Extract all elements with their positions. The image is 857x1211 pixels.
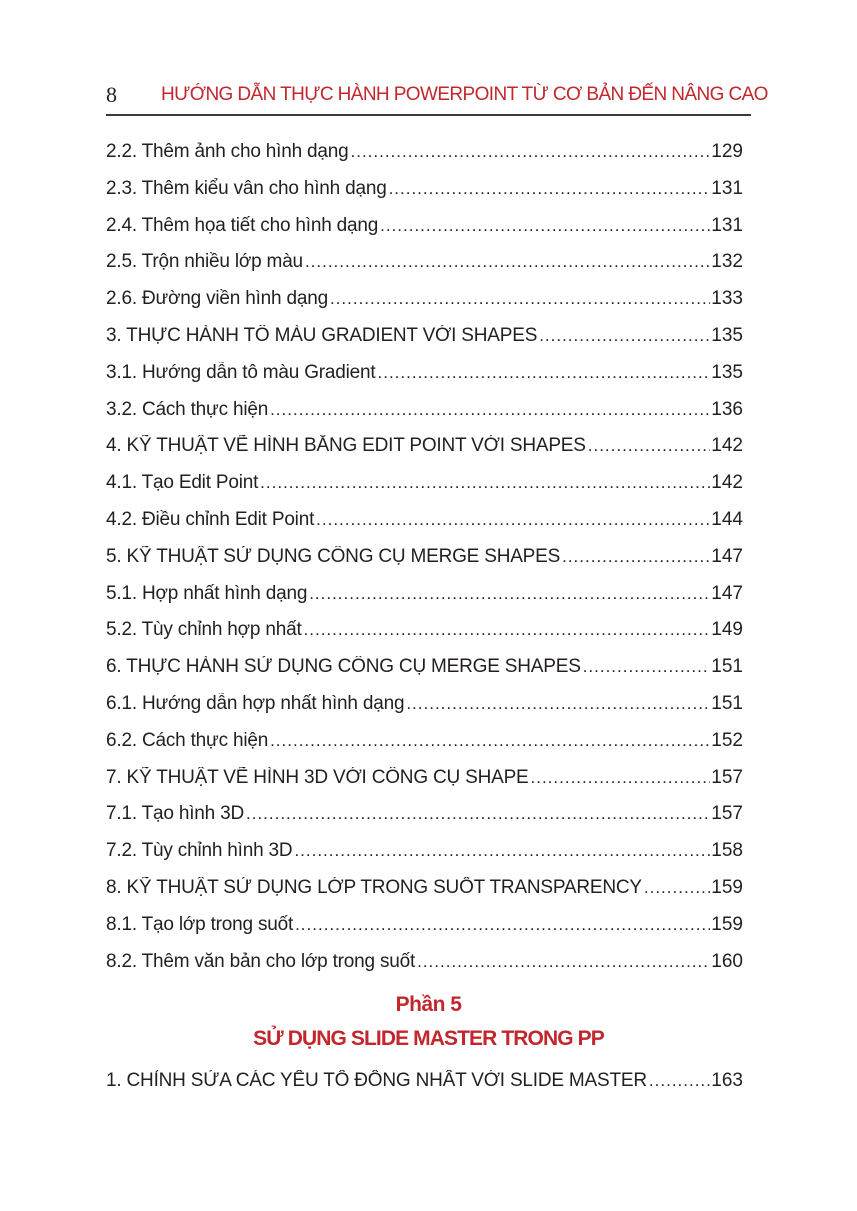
table-of-contents <box>106 141 743 987</box>
toc-entry[interactable] <box>106 399 743 436</box>
toc-entry-page: 142 <box>711 472 743 494</box>
toc-entry-page: 142 <box>711 435 743 457</box>
toc-entry[interactable] <box>106 215 743 252</box>
toc-entry-title: 4.1. Tạo Edit Point <box>106 472 259 494</box>
toc-entry[interactable] <box>106 730 743 767</box>
dot-leader <box>246 804 710 824</box>
dot-leader <box>588 436 711 456</box>
dot-leader <box>304 620 711 640</box>
toc-entry-title: 5. KỸ THUẬT SỬ DỤNG CÔNG CỤ MERGE SHAPES <box>106 545 561 567</box>
toc-entry[interactable] <box>106 546 743 583</box>
dot-leader <box>380 216 710 236</box>
dot-leader <box>260 473 710 493</box>
dot-leader <box>583 657 711 677</box>
toc-entry-title: 3.1. Hướng dẫn tô màu Gradient <box>106 361 376 383</box>
running-title: HƯỚNG DẪN THỰC HÀNH POWERPOINT TỪ CƠ BẢN ĐẾN NÂNG CAO <box>161 84 768 105</box>
toc-entry-title: 7.1. Tạo hình 3D <box>106 803 244 825</box>
toc-entry[interactable] <box>106 141 743 178</box>
toc-entry-page: 132 <box>711 251 743 273</box>
toc-entry-page: 147 <box>711 582 743 604</box>
dot-leader <box>270 731 710 751</box>
toc-entry[interactable] <box>106 288 743 325</box>
toc-entry-title: 6.2. Cách thực hiện <box>106 729 269 751</box>
toc-entry[interactable] <box>106 619 743 656</box>
toc-entry-title: 3. THỰC HÀNH TÔ MÀU GRADIENT VỚI SHAPES <box>106 324 538 346</box>
toc-entry[interactable] <box>106 362 743 399</box>
toc-entry[interactable] <box>106 914 743 951</box>
part-title-heading: SỬ DỤNG SLIDE MASTER TRONG PP <box>253 1027 604 1050</box>
toc-entry-title: 4. KỸ THUẬT VẼ HÌNH BẰNG EDIT POINT VỚI SHAPES <box>106 435 586 457</box>
dot-leader <box>316 510 710 530</box>
toc-entry-title: 2.6. Đường viền hình dạng <box>106 288 328 310</box>
page-number: 8 <box>106 82 117 107</box>
dot-leader <box>270 400 710 420</box>
toc-entry-title: 7. KỸ THUẬT VẼ HÌNH 3D VỚI CÔNG CỤ SHAPE <box>106 766 529 788</box>
toc-entry-title: 4.2. Điều chỉnh Edit Point <box>106 508 315 530</box>
toc-entry-page: 151 <box>711 656 743 678</box>
dot-leader <box>351 142 711 162</box>
toc-entry-page: 131 <box>711 177 743 199</box>
toc-entry[interactable] <box>106 251 743 288</box>
toc-entry-page: 158 <box>711 840 743 862</box>
toc-entry-page: 144 <box>711 508 743 530</box>
toc-entry-page: 157 <box>711 803 743 825</box>
toc-entry[interactable] <box>106 435 743 472</box>
toc-entry[interactable] <box>106 178 743 215</box>
toc-entry-title: 2.5. Trộn nhiều lớp màu <box>106 251 303 273</box>
toc-entry-title: 1. CHỈNH SỬA CÁC YẾU TỐ ĐỒNG NHẤT VỚI SLIDE MASTER <box>106 1070 647 1091</box>
dot-leader <box>531 768 711 788</box>
toc-entry-title: 2.4. Thêm họa tiết cho hình dạng <box>106 214 379 236</box>
dot-leader <box>295 915 710 935</box>
toc-entry-title: 8. KỸ THUẬT SỬ DỤNG LỚP TRONG SUỐT TRANSPARENCY <box>106 876 642 898</box>
dot-leader <box>644 878 710 898</box>
dot-leader <box>406 694 710 714</box>
toc-entry-page: 157 <box>711 766 743 788</box>
page-header <box>106 80 768 116</box>
toc-entry-title: 2.2. Thêm ảnh cho hình dạng <box>106 141 349 162</box>
toc-entry-title: 8.1. Tạo lớp trong suốt <box>106 913 294 935</box>
toc-entry-page: 129 <box>711 141 743 162</box>
toc-entry-page: 136 <box>711 398 743 420</box>
toc-entry-title: 5.1. Hợp nhất hình dạng <box>106 582 308 604</box>
dot-leader <box>378 363 711 383</box>
toc-entry[interactable] <box>106 325 743 362</box>
dot-leader <box>539 326 710 346</box>
toc-entry[interactable] <box>106 951 743 988</box>
toc-entry-page: 147 <box>711 545 743 567</box>
toc-entry[interactable] <box>106 583 743 620</box>
toc-entry-title: 2.3. Thêm kiểu vân cho hình dạng <box>106 177 387 199</box>
toc-entry-page: 163 <box>711 1070 743 1091</box>
toc-entry[interactable] <box>106 767 743 804</box>
toc-entry[interactable] <box>106 840 743 877</box>
dot-leader <box>389 179 711 199</box>
part-number-heading: Phần 5 <box>395 993 462 1016</box>
toc-entry-page: 133 <box>711 288 743 310</box>
toc-entry-title: 6.1. Hướng dẫn hợp nhất hình dạng <box>106 692 405 714</box>
toc-entry-title: 3.2. Cách thực hiện <box>106 398 269 420</box>
toc-entry-page: 159 <box>711 913 743 935</box>
dot-leader <box>309 584 710 604</box>
toc-entry-page: 151 <box>711 692 743 714</box>
dot-leader <box>417 952 710 972</box>
toc-entry[interactable] <box>106 656 743 693</box>
toc-entry-page: 152 <box>711 729 743 751</box>
toc-entry[interactable] <box>106 803 743 840</box>
toc-entry[interactable] <box>106 509 743 546</box>
toc-entry[interactable] <box>106 472 743 509</box>
toc-entry-page: 149 <box>711 619 743 641</box>
dot-leader <box>330 289 710 309</box>
toc-entry-page: 135 <box>711 324 743 346</box>
dot-leader <box>649 1071 710 1091</box>
toc-entry-title: 6. THỰC HÀNH SỬ DỤNG CÔNG CỤ MERGE SHAPES <box>106 656 581 678</box>
toc-entry[interactable] <box>106 877 743 914</box>
dot-leader <box>562 547 710 567</box>
part-toc <box>106 1070 743 1107</box>
toc-entry-title: 5.2. Tùy chỉnh hợp nhất <box>106 619 302 641</box>
toc-entry[interactable] <box>106 693 743 730</box>
toc-entry-page: 159 <box>711 876 743 898</box>
toc-entry-page: 160 <box>711 950 743 972</box>
dot-leader <box>294 841 710 861</box>
dot-leader <box>305 252 710 272</box>
toc-entry-page: 131 <box>711 214 743 236</box>
toc-entry-title: 7.2. Tùy chỉnh hình 3D <box>106 840 293 862</box>
toc-entry-page: 135 <box>711 361 743 383</box>
toc-entry[interactable] <box>106 1070 743 1107</box>
toc-entry-title: 8.2. Thêm văn bản cho lớp trong suốt <box>106 950 416 972</box>
